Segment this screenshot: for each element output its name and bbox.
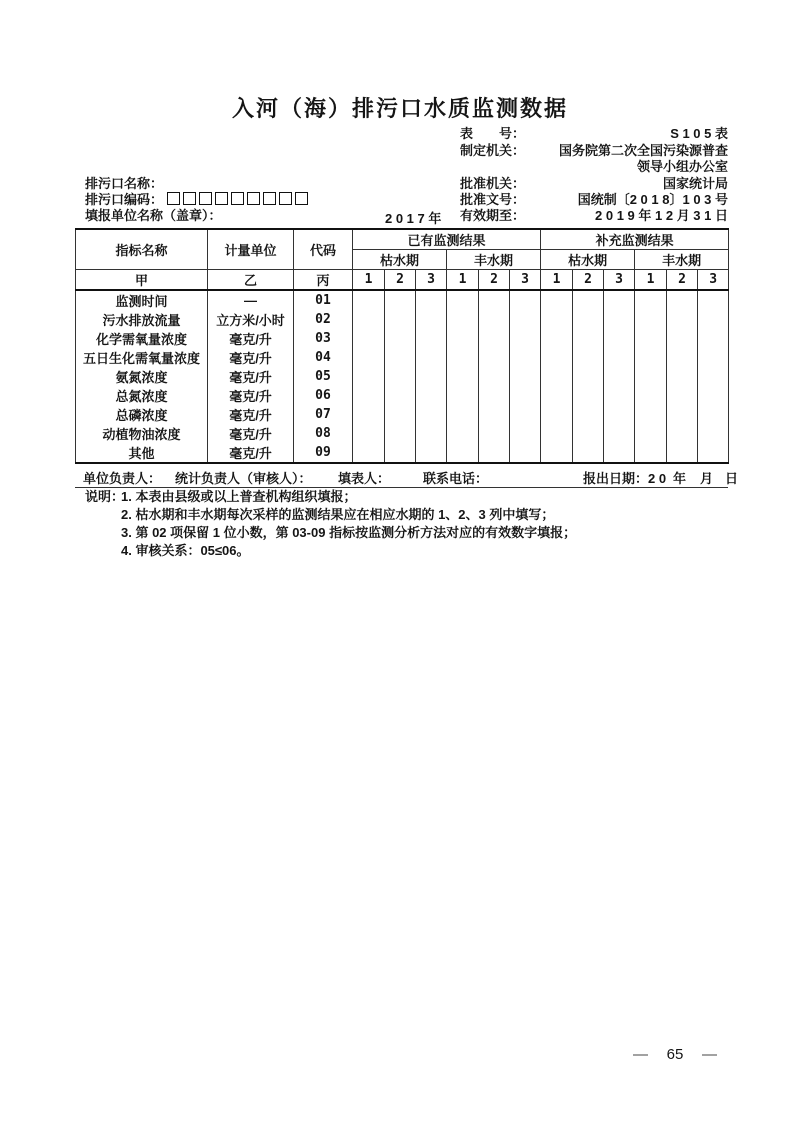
data-cell [353, 367, 385, 386]
data-cell [604, 290, 635, 310]
indicator-code: 08 [294, 424, 353, 443]
indicator-code: 06 [294, 386, 353, 405]
meta-valid-until [460, 208, 728, 224]
data-cell [541, 367, 573, 386]
col-key: 1 [447, 270, 479, 291]
meta-value: 国家统计局 [662, 176, 728, 191]
data-cell [353, 405, 385, 424]
table-row [76, 310, 729, 329]
col-key: 2 [573, 270, 604, 291]
meta-label: 制定机关： [460, 143, 526, 158]
code-box [279, 192, 292, 205]
meta-label: 批准文号： [460, 192, 526, 207]
data-cell [479, 367, 510, 386]
col-key: 1 [353, 270, 385, 291]
data-cell [416, 367, 447, 386]
indicator-unit: 毫克/升 [208, 386, 294, 405]
col-key: 3 [604, 270, 635, 291]
col-key: 2 [479, 270, 510, 291]
indicator-name: 总磷浓度 [76, 405, 208, 424]
page-number-dash: — [633, 1046, 648, 1063]
data-cell [667, 290, 698, 310]
col-key: 甲 [76, 270, 208, 291]
indicator-name: 污水排放流量 [76, 310, 208, 329]
meta-issuing-agency-line2 [460, 159, 728, 175]
data-cell [604, 386, 635, 405]
data-cell [479, 386, 510, 405]
col-header-indicator: 指标名称 [76, 229, 208, 270]
table-row [76, 386, 729, 405]
data-cell [510, 367, 541, 386]
table-row [76, 405, 729, 424]
data-cell [416, 443, 447, 463]
note-item: 4. 审核关系：05≤06。 [121, 543, 250, 558]
data-cell [353, 443, 385, 463]
data-cell [447, 290, 479, 310]
table-row [76, 443, 729, 463]
data-cell [635, 405, 667, 424]
data-cell [385, 290, 416, 310]
meta-value: 领导小组办公室 [636, 159, 728, 174]
meta-value: 国统制〔2 0 1 8〕1 0 3 号 [577, 192, 728, 207]
data-cell [447, 405, 479, 424]
data-cell [510, 348, 541, 367]
page-number [633, 1046, 717, 1063]
indicator-code: 03 [294, 329, 353, 348]
col-key: 2 [667, 270, 698, 291]
group-header-existing: 已有监测结果 [353, 229, 541, 250]
season-header-dry: 枯水期 [353, 250, 447, 270]
data-cell [667, 424, 698, 443]
data-cell [667, 310, 698, 329]
page-title: 入河（海）排污口水质监测数据 [231, 96, 568, 121]
indicator-unit: 毫克/升 [208, 443, 294, 463]
col-key: 1 [635, 270, 667, 291]
note-item: 3. 第 02 项保留 1 位小数，第 03-09 指标按监测分析方法对应的有效数字填报； [121, 525, 577, 540]
meta-value: 2 0 1 9 年 1 2 月 3 1 日 [595, 208, 728, 223]
data-cell [541, 424, 573, 443]
data-cell [416, 329, 447, 348]
season-header-wet: 丰水期 [447, 250, 541, 270]
data-cell [479, 310, 510, 329]
outlet-code-row [85, 192, 308, 208]
data-cell [479, 405, 510, 424]
data-cell [479, 290, 510, 310]
code-box [167, 192, 180, 205]
header-row-groups [76, 229, 729, 250]
data-cell [573, 310, 604, 329]
phone-label: 联系电话： [423, 471, 489, 486]
code-box [231, 192, 244, 205]
data-cell [573, 367, 604, 386]
data-cell [635, 367, 667, 386]
meta-label: 表 号： [460, 126, 526, 141]
code-box [247, 192, 260, 205]
indicator-code: 09 [294, 443, 353, 463]
indicator-unit: — [208, 290, 294, 310]
table-row [76, 329, 729, 348]
date-day-label: 日 [725, 471, 739, 486]
table-row [76, 367, 729, 386]
data-cell [385, 329, 416, 348]
header-row-column-keys [76, 270, 729, 291]
data-cell [447, 443, 479, 463]
meta-label: 批准机关： [460, 176, 526, 191]
data-cell [573, 329, 604, 348]
indicator-unit: 立方米/小时 [208, 310, 294, 329]
data-cell [385, 443, 416, 463]
stats-head-label: 统计负责人（审核人）： [175, 471, 312, 486]
indicator-name: 动植物油浓度 [76, 424, 208, 443]
data-cell [698, 329, 729, 348]
data-cell [353, 329, 385, 348]
data-cell [447, 310, 479, 329]
data-cell [510, 329, 541, 348]
data-cell [510, 386, 541, 405]
indicator-code: 04 [294, 348, 353, 367]
data-cell [573, 290, 604, 310]
data-cell [541, 405, 573, 424]
data-cell [667, 329, 698, 348]
data-cell [353, 290, 385, 310]
data-cell [698, 310, 729, 329]
data-cell [635, 424, 667, 443]
season-header-wet: 丰水期 [635, 250, 729, 270]
code-box [183, 192, 196, 205]
data-cell [541, 443, 573, 463]
indicator-name: 氨氮浓度 [76, 367, 208, 386]
data-cell [635, 348, 667, 367]
data-cell [416, 386, 447, 405]
data-cell [510, 443, 541, 463]
data-cell [573, 424, 604, 443]
code-box [295, 192, 308, 205]
note-item: 1. 本表由县级或以上普查机构组织填报； [121, 489, 357, 504]
data-cell [510, 405, 541, 424]
table-row [76, 424, 729, 443]
col-key: 1 [541, 270, 573, 291]
data-cell [604, 405, 635, 424]
code-box [215, 192, 228, 205]
data-cell [479, 348, 510, 367]
data-cell [385, 310, 416, 329]
data-cell [353, 424, 385, 443]
data-cell [353, 348, 385, 367]
data-cell [667, 348, 698, 367]
season-header-dry: 枯水期 [541, 250, 635, 270]
data-cell [447, 367, 479, 386]
indicator-code: 02 [294, 310, 353, 329]
meta-approval-doc [460, 192, 728, 208]
data-cell [698, 367, 729, 386]
page-number-value: 65 [666, 1046, 684, 1063]
indicator-unit: 毫克/升 [208, 367, 294, 386]
indicator-unit: 毫克/升 [208, 405, 294, 424]
indicator-name: 化学需氧量浓度 [76, 329, 208, 348]
col-key: 3 [510, 270, 541, 291]
col-key: 2 [385, 270, 416, 291]
date-year-label: 年 [673, 471, 687, 486]
data-cell [698, 290, 729, 310]
meta-form-number [460, 126, 728, 142]
col-key: 乙 [208, 270, 294, 291]
indicator-unit: 毫克/升 [208, 424, 294, 443]
filler-label: 填表人： [338, 471, 391, 486]
data-cell [353, 310, 385, 329]
data-cell [698, 424, 729, 443]
data-cell [479, 443, 510, 463]
indicator-name: 五日生化需氧量浓度 [76, 348, 208, 367]
monitoring-table [75, 228, 739, 488]
outlet-code-label: 排污口编码： [85, 192, 164, 207]
table-row [76, 290, 729, 310]
data-cell [635, 329, 667, 348]
data-cell [541, 386, 573, 405]
data-cell [353, 386, 385, 405]
data-cell [416, 424, 447, 443]
code-box [199, 192, 212, 205]
data-cell [479, 329, 510, 348]
indicator-code: 05 [294, 367, 353, 386]
notes-label: 说明： [85, 489, 125, 504]
col-key: 3 [698, 270, 729, 291]
meta-value: 国务院第二次全国污染源普查 [558, 143, 728, 158]
table-row [76, 348, 729, 367]
col-header-code: 代码 [294, 229, 353, 270]
code-box [263, 192, 276, 205]
data-cell [573, 443, 604, 463]
data-cell [635, 290, 667, 310]
data-cell [541, 290, 573, 310]
data-cell [510, 424, 541, 443]
data-cell [541, 310, 573, 329]
data-cell [385, 405, 416, 424]
meta-value: S 1 0 5 表 [670, 126, 728, 141]
data-cell [667, 443, 698, 463]
data-cell [416, 310, 447, 329]
page-number-dash: — [702, 1046, 717, 1063]
indicator-name: 监测时间 [76, 290, 208, 310]
meta-label: 有效期至： [460, 208, 526, 223]
data-cell [604, 348, 635, 367]
unit-head-label: 单位负责人： [83, 471, 162, 486]
data-cell [479, 424, 510, 443]
data-cell [447, 386, 479, 405]
notes-section [85, 488, 576, 560]
data-cell [385, 348, 416, 367]
indicator-name: 其他 [76, 443, 208, 463]
col-key: 丙 [294, 270, 353, 291]
data-cell [510, 310, 541, 329]
data-cell [510, 290, 541, 310]
report-date-label: 报出日期：2 0 [583, 471, 667, 486]
data-cell [385, 367, 416, 386]
indicator-name: 总氮浓度 [76, 386, 208, 405]
data-cell [604, 424, 635, 443]
outlet-name-label: 排污口名称： [85, 176, 164, 191]
data-cell [416, 290, 447, 310]
data-cell [667, 405, 698, 424]
date-month-label: 月 [700, 471, 714, 486]
meta-approving-agency [460, 176, 728, 192]
data-cell [635, 386, 667, 405]
data-cell [698, 443, 729, 463]
data-cell [604, 367, 635, 386]
data-cell [635, 443, 667, 463]
group-header-supplement: 补充监测结果 [541, 229, 729, 250]
indicator-code: 01 [294, 290, 353, 310]
data-cell [416, 348, 447, 367]
data-cell [573, 386, 604, 405]
data-cell [667, 367, 698, 386]
data-cell [447, 424, 479, 443]
signature-row [75, 464, 739, 488]
report-year: 2 0 1 7 年 [385, 211, 442, 226]
data-cell [698, 386, 729, 405]
data-cell [541, 329, 573, 348]
data-cell [698, 405, 729, 424]
data-cell [604, 310, 635, 329]
data-cell [447, 329, 479, 348]
data-cell [385, 386, 416, 405]
indicator-code: 07 [294, 405, 353, 424]
indicator-unit: 毫克/升 [208, 329, 294, 348]
data-cell [385, 424, 416, 443]
data-cell [573, 405, 604, 424]
indicator-unit: 毫克/升 [208, 348, 294, 367]
data-cell [635, 310, 667, 329]
data-cell [604, 443, 635, 463]
note-item: 2. 枯水期和丰水期每次采样的监测结果应在相应水期的 1、2、3 列中填写； [121, 507, 555, 522]
data-cell [541, 348, 573, 367]
data-cell [416, 405, 447, 424]
data-cell [667, 386, 698, 405]
outlet-code-boxes [167, 192, 308, 205]
data-cell [698, 348, 729, 367]
reporting-unit-label: 填报单位名称（盖章）： [85, 208, 222, 223]
meta-issuing-agency [460, 143, 728, 159]
col-header-unit: 计量单位 [208, 229, 294, 270]
col-key: 3 [416, 270, 447, 291]
data-cell [573, 348, 604, 367]
data-cell [447, 348, 479, 367]
data-cell [604, 329, 635, 348]
